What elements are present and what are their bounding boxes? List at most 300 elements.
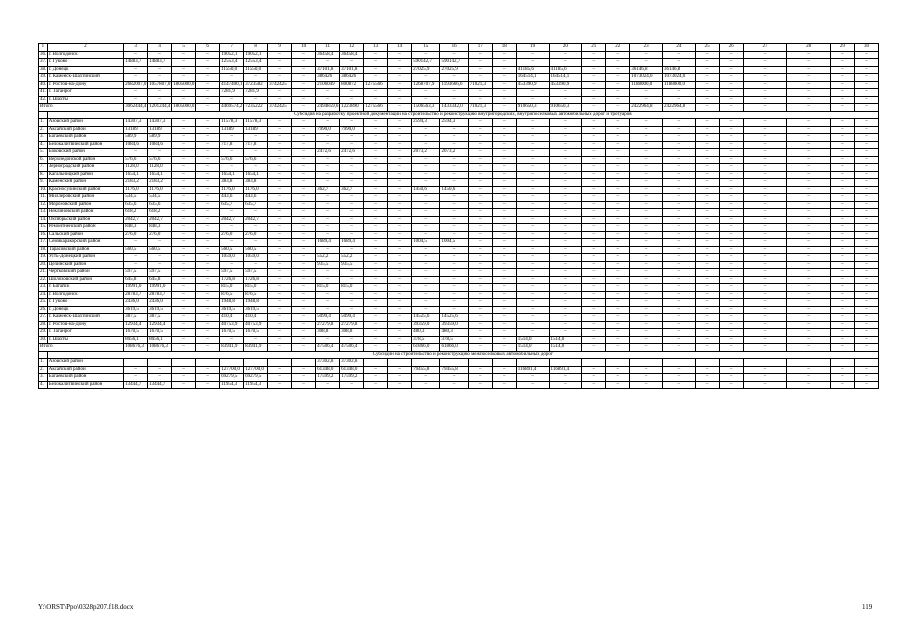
empty-cell: – (743, 224, 787, 232)
empty-cell: – (196, 164, 220, 172)
empty-cell: – (630, 276, 663, 284)
empty-cell: – (854, 164, 878, 172)
empty-cell: – (292, 299, 316, 307)
empty-cell: – (549, 329, 582, 337)
row-number: 6. (39, 156, 48, 164)
empty-cell: – (316, 246, 340, 254)
empty-cell: – (196, 186, 220, 194)
empty-cell: – (412, 74, 440, 82)
row-number: 21. (40, 269, 47, 274)
empty-cell: – (316, 201, 340, 209)
municipality-name: Белокалитвинский район (47, 141, 123, 149)
value-cell: 618,2 (148, 209, 172, 217)
table-row (39, 179, 879, 187)
empty-cell: – (695, 66, 719, 74)
empty-cell: – (172, 216, 196, 224)
empty-cell: – (695, 224, 719, 232)
empty-cell: – (516, 231, 549, 239)
empty-cell: – (582, 89, 606, 97)
empty-cell: – (196, 216, 220, 224)
empty-cell: – (743, 269, 787, 277)
row-number: 19. (40, 254, 47, 259)
empty-cell: – (695, 96, 719, 104)
empty-cell (124, 359, 148, 367)
empty-cell: – (719, 89, 743, 97)
empty-cell: – (292, 59, 316, 67)
value-cell: 1004,5 (440, 239, 468, 247)
empty-cell: – (468, 329, 492, 337)
empty-cell: – (787, 126, 831, 134)
empty-cell: – (854, 321, 878, 329)
empty-cell: – (549, 216, 582, 224)
empty-cell: – (606, 119, 630, 127)
empty-cell: – (787, 246, 831, 254)
value-cell: 597,5 (124, 269, 148, 277)
empty-cell: – (124, 149, 148, 157)
value-cell: 1514,0 (549, 344, 582, 352)
empty-cell: – (468, 179, 492, 187)
empty-cell: – (662, 149, 695, 157)
value-cell: 597,5 (148, 269, 172, 277)
empty-cell: – (388, 329, 412, 337)
empty-cell: – (292, 254, 316, 262)
empty-cell: – (468, 374, 492, 382)
empty-cell: – (787, 164, 831, 172)
empty-cell: – (196, 194, 220, 202)
value-cell: 36458,4 (340, 51, 364, 59)
empty-cell: – (695, 381, 719, 389)
empty-cell: – (440, 216, 468, 224)
empty-cell: – (516, 381, 549, 389)
value-cell: 12934,4 (124, 321, 148, 329)
empty-cell: – (830, 141, 854, 149)
empty-cell: – (662, 381, 695, 389)
empty-cell: – (440, 284, 468, 292)
empty-cell: – (492, 374, 516, 382)
value-cell: 4147400,1 (221, 81, 243, 87)
empty-cell: – (268, 74, 292, 82)
empty-cell: – (292, 329, 316, 337)
value-cell: 19052,1 (244, 51, 268, 59)
table-row (39, 59, 879, 67)
empty-cell: – (662, 186, 695, 194)
empty-cell: – (695, 246, 719, 254)
empty-cell: – (316, 179, 340, 187)
empty-cell: – (196, 149, 220, 157)
empty-cell: – (549, 261, 582, 269)
row-number: 12. (40, 201, 47, 207)
empty-cell: – (388, 336, 412, 344)
empty-cell: – (388, 261, 412, 269)
empty-cell: – (516, 314, 549, 322)
empty-cell: – (468, 216, 492, 224)
empty-cell: – (606, 329, 630, 337)
empty-cell: – (787, 344, 831, 352)
empty-cell: – (516, 51, 549, 59)
empty-cell: – (630, 261, 663, 269)
row-number: 1. (39, 359, 48, 367)
empty-cell: – (830, 186, 854, 194)
empty-cell: – (743, 96, 787, 104)
empty-cell: – (516, 179, 549, 187)
table-row (39, 74, 879, 82)
empty-cell: – (440, 224, 468, 232)
empty-cell: – (830, 269, 854, 277)
empty-cell: – (606, 269, 630, 277)
empty-cell: – (364, 179, 388, 187)
empty-cell: – (412, 209, 440, 217)
municipality-name: Багаевский район (47, 134, 123, 142)
empty-cell: – (719, 96, 743, 104)
empty-cell: – (196, 344, 220, 352)
empty-cell: – (196, 96, 220, 104)
empty-cell: – (492, 321, 516, 329)
empty-cell: – (172, 374, 196, 382)
empty-cell: – (412, 51, 440, 59)
empty-cell: – (830, 216, 854, 224)
value-cell: 1084,6 (124, 141, 148, 149)
empty-cell: – (388, 89, 412, 97)
empty-cell: – (719, 209, 743, 217)
empty-cell: – (388, 179, 412, 187)
row-number: 14. (40, 216, 47, 222)
empty-cell: – (316, 96, 340, 104)
table-row (39, 186, 879, 194)
empty-cell: – (662, 164, 695, 172)
empty-cell: – (630, 321, 663, 329)
empty-cell: – (630, 224, 663, 232)
empty-cell: – (854, 149, 878, 157)
empty-cell: – (719, 306, 743, 314)
empty-cell: – (743, 126, 787, 134)
empty-cell: – (516, 89, 549, 97)
empty-cell: – (468, 269, 492, 277)
value-cell: 11550,0 (220, 66, 244, 74)
empty-cell: – (220, 149, 244, 157)
empty-cell: – (172, 96, 196, 104)
empty-cell: – (268, 224, 292, 232)
empty-cell: – (662, 329, 695, 337)
empty-cell: – (787, 179, 831, 187)
empty-cell: – (719, 141, 743, 149)
row-number: 42. (40, 96, 47, 102)
empty-cell: – (662, 299, 695, 307)
empty-cell: – (196, 299, 220, 307)
empty-cell: – (606, 299, 630, 307)
value-cell: 386426 (340, 74, 364, 82)
empty-cell: – (582, 81, 606, 89)
empty-cell: – (630, 194, 663, 202)
empty-cell: – (364, 66, 388, 74)
empty-cell: – (292, 141, 316, 149)
empty-cell: – (516, 141, 549, 149)
empty-cell: – (364, 269, 388, 277)
empty-cell: – (854, 291, 878, 299)
empty-cell: – (172, 186, 196, 194)
empty-cell: – (196, 284, 220, 292)
empty-cell: – (743, 51, 787, 59)
value-cell: 800872 (340, 81, 364, 89)
municipality-name: Сальский район (47, 231, 123, 239)
empty-cell: – (630, 201, 663, 209)
empty-cell: – (268, 51, 292, 59)
value-cell: 387,5 (124, 314, 148, 322)
empty-cell: – (719, 81, 743, 89)
empty-cell: – (516, 254, 549, 262)
empty-cell: – (468, 321, 492, 329)
value-cell: 534,5 (124, 194, 148, 202)
empty-cell: – (388, 126, 412, 134)
table-row (39, 119, 879, 127)
value-cell: 1450,6 (412, 186, 440, 194)
empty-cell (172, 359, 196, 367)
empty-cell: – (220, 224, 244, 232)
empty-cell: – (268, 329, 292, 337)
empty-cell: – (549, 51, 582, 59)
empty-cell: – (316, 224, 340, 232)
empty-cell: – (695, 126, 719, 134)
empty-cell: – (388, 186, 412, 194)
value-cell: 127700,0 (220, 366, 244, 374)
value-cell: 1201244,4 (149, 104, 171, 109)
value-cell: 910650,3 (516, 104, 549, 112)
empty-cell: – (440, 209, 468, 217)
empty-cell: – (468, 74, 492, 82)
empty-cell: – (582, 344, 606, 352)
empty-cell: – (468, 344, 492, 352)
empty-cell: – (854, 126, 878, 134)
empty-cell: – (468, 261, 492, 269)
empty-cell: – (695, 216, 719, 224)
empty-cell: – (340, 119, 364, 127)
empty-cell: – (662, 239, 695, 247)
row-number: 3. (39, 134, 48, 142)
empty-cell: – (662, 89, 695, 97)
empty-cell: – (492, 186, 516, 194)
table-row (39, 96, 879, 104)
empty-cell: – (787, 261, 831, 269)
empty-cell: – (292, 224, 316, 232)
empty-cell: – (492, 254, 516, 262)
empty-cell: – (148, 66, 172, 74)
empty-cell: – (549, 134, 582, 142)
empty-cell: – (196, 171, 220, 179)
value-cell: 11954,3 (220, 381, 244, 389)
value-cell: 308,8 (340, 329, 364, 337)
total-row (39, 104, 879, 112)
empty-cell: – (412, 141, 440, 149)
empty-cell: – (549, 246, 582, 254)
value-cell: 717,8 (244, 141, 268, 149)
empty-cell: – (268, 381, 292, 389)
empty-cell: – (440, 299, 468, 307)
table-row (39, 306, 879, 314)
empty-cell: – (854, 156, 878, 164)
value-cell: 815,0 (316, 284, 340, 292)
empty-cell: – (787, 156, 831, 164)
empty-cell: – (630, 344, 663, 352)
table-row (39, 276, 879, 284)
empty-cell: – (606, 179, 630, 187)
row-number: 22. (40, 276, 47, 282)
empty-cell: – (492, 156, 516, 164)
empty-cell: – (695, 336, 719, 344)
empty-cell: – (172, 119, 196, 127)
column-number: 21 (582, 44, 606, 52)
value-cell: 79455,8 (412, 366, 440, 374)
empty-cell: – (172, 209, 196, 217)
value-cell: 1514,0 (549, 336, 582, 344)
value-cell: 443,6 (220, 194, 244, 202)
empty-cell: – (516, 149, 549, 157)
table-row (39, 66, 879, 74)
empty-cell: – (268, 194, 292, 202)
empty-cell: – (606, 81, 630, 89)
table-row (39, 381, 879, 389)
empty-cell: – (492, 104, 516, 112)
empty-cell: – (292, 246, 316, 254)
value-cell: 1188000,0 (630, 81, 663, 89)
value-cell: 1670,5 (244, 329, 268, 337)
table-row (39, 374, 879, 382)
empty-cell: – (468, 366, 492, 374)
empty-cell: – (268, 119, 292, 127)
value-cell: 2042,7 (124, 216, 148, 224)
empty-cell (695, 359, 719, 367)
empty-cell: – (268, 231, 292, 239)
column-number: 24 (662, 44, 695, 52)
empty-cell: – (662, 201, 695, 209)
empty-cell: – (364, 306, 388, 314)
empty-cell: – (787, 81, 831, 89)
section-heading-row (39, 111, 879, 119)
empty-cell: – (388, 74, 412, 82)
empty-cell: – (364, 299, 388, 307)
empty-cell: – (606, 246, 630, 254)
empty-cell: – (582, 231, 606, 239)
value-cell: 13189 (244, 126, 268, 134)
empty-cell: – (719, 374, 743, 382)
value-cell: 1654,1 (124, 171, 148, 179)
value-cell: 19991,0 (148, 284, 172, 292)
empty-cell: – (468, 276, 492, 284)
row-number: 1. (39, 119, 48, 127)
empty-cell: – (830, 254, 854, 262)
value-cell: 13444,7 (148, 381, 172, 389)
empty-cell: – (630, 134, 663, 142)
table-row (39, 194, 879, 202)
value-cell: 61866,0 (440, 344, 468, 352)
empty-cell: – (549, 284, 582, 292)
empty-cell: – (196, 179, 220, 187)
municipality-name: Красносулинский район (47, 186, 123, 194)
empty-cell: – (854, 134, 878, 142)
empty-cell: – (292, 201, 316, 209)
empty-cell: – (743, 81, 787, 89)
empty-cell: – (549, 209, 582, 217)
empty-cell: – (388, 291, 412, 299)
empty-cell: – (220, 164, 244, 172)
value-cell: 576,6 (148, 156, 172, 164)
total-label: Итого (39, 104, 124, 112)
empty-cell: – (606, 276, 630, 284)
empty-cell: – (492, 89, 516, 97)
empty-cell: – (582, 239, 606, 247)
empty-cell: – (220, 74, 244, 82)
empty-cell: – (582, 246, 606, 254)
column-number: 29 (830, 44, 854, 52)
empty-cell: – (268, 276, 292, 284)
value-cell: 11954,3 (244, 381, 268, 389)
empty-cell: – (695, 179, 719, 187)
value-cell: 12553,4 (244, 59, 268, 67)
municipality-name: Октябрьский район (47, 216, 123, 224)
empty-cell: – (787, 381, 831, 389)
value-cell: 560,5 (124, 246, 148, 254)
empty-cell (244, 359, 268, 367)
empty-cell: – (196, 246, 220, 254)
empty-cell: – (662, 224, 695, 232)
value-cell: 14525,6 (440, 314, 468, 322)
row-number: 10. (40, 186, 47, 192)
empty-cell: – (292, 96, 316, 104)
empty-cell: – (743, 164, 787, 172)
empty-cell: – (606, 284, 630, 292)
empty-cell: – (743, 209, 787, 217)
empty-cell: – (606, 306, 630, 314)
empty-cell: – (388, 254, 412, 262)
empty-cell: – (292, 336, 316, 344)
empty-cell: – (440, 134, 468, 142)
empty-cell: – (364, 381, 388, 389)
empty-cell: – (854, 246, 878, 254)
column-number: 10 (292, 44, 316, 52)
row-number: 4. (39, 381, 48, 389)
value-cell: 1670,5 (148, 329, 172, 337)
table-row (39, 261, 879, 269)
empty-cell: – (854, 269, 878, 277)
empty-cell: – (854, 141, 878, 149)
column-number: 7 (220, 44, 244, 52)
municipality-name: Аксайский район (47, 366, 123, 374)
empty-cell: – (220, 261, 244, 269)
empty-cell: – (516, 374, 549, 382)
empty-cell: – (743, 171, 787, 179)
empty-cell: – (412, 306, 440, 314)
table-row (39, 254, 879, 262)
empty-cell: – (630, 366, 663, 374)
empty-cell: – (492, 66, 516, 74)
value-cell: 2436,0 (124, 299, 148, 307)
empty-cell: – (606, 126, 630, 134)
empty-cell: – (172, 254, 196, 262)
empty-cell: – (549, 299, 582, 307)
empty-cell: – (606, 374, 630, 382)
value-cell: 645,8 (148, 276, 172, 284)
value-cell: 3619,5 (148, 306, 172, 314)
empty-cell: – (582, 261, 606, 269)
empty-cell: – (582, 186, 606, 194)
municipality-name: Азовский район (47, 119, 123, 127)
empty-cell: – (743, 141, 787, 149)
empty-cell: – (412, 89, 440, 97)
empty-cell: – (268, 156, 292, 164)
empty-cell: – (340, 179, 364, 187)
empty-cell: – (582, 156, 606, 164)
empty-cell: – (516, 321, 549, 329)
value-cell: 383,8 (244, 179, 268, 187)
empty-cell: – (388, 344, 412, 352)
